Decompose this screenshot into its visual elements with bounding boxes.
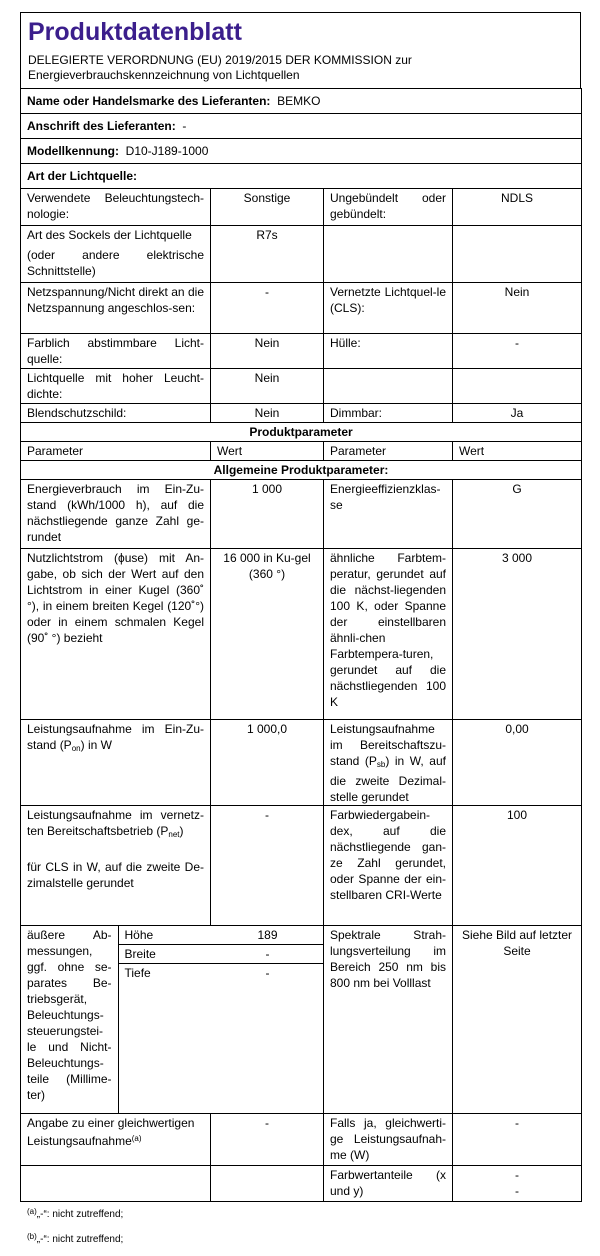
equivalent-footnote-mark: (a) [131,1134,142,1143]
spectral-value: Siehe Bild auf letzter Seite [453,926,582,1114]
power-on-text: Leistungsaufnahme im Ein-Zu-stand (P [27,722,204,752]
type-row-label2 [324,369,453,404]
footnote-mark: (b) [27,1232,37,1241]
equivalent-label [21,1114,211,1166]
type-row-label2: Vernetzte Lichtquel-le (CLS): [324,283,453,334]
type-row-value: Nein [211,404,324,423]
col-header-value: Wert [211,442,324,461]
chromaticity-label: Farbwertanteile (x und y) [324,1166,453,1202]
page-title: Produktdatenblatt [28,18,242,46]
dimensions-cell [21,926,324,1114]
efficiency-class-value: G [453,480,582,549]
type-row-value: - [211,283,324,334]
product-params-heading: Produktparameter [21,423,582,442]
type-row-label2: Hülle: [324,334,453,369]
flux-value: 16 000 in Ku-gel (360 °) [211,549,324,720]
chromaticity-value [453,1166,582,1202]
socket-label: Art des Sockels der Lichtquelle [27,228,192,242]
cct-value: 3 000 [453,549,582,720]
standby-power-value: 0,00 [453,720,582,806]
dimension-name: Breite [118,945,211,964]
dimensions-label: äußere Ab-messungen, ggf. ohne se-parates Be-triebsgerät, Beleuchtungs-steuerungstei-le und Nicht-Beleuchtungs-teile (Millime-ter) [21,926,118,1113]
spectral-label: Spektrale Strah-lungsverteilung im Bereich 250 nm bis 800 nm bei Volllast [324,926,453,1114]
type-row-label: Farblich abstimmbare Licht-quelle: [21,334,211,369]
standby-unit: ) in W, auf die zweite Dezimal-stelle gerundet [330,754,446,804]
data-table [20,88,582,1202]
dimension-spacer [118,982,211,1113]
supplier-value: BEMKO [277,94,321,108]
networked-text: Leistungsaufnahme im vernetz-ten Bereitschaftsbetrieb (P [27,808,204,838]
networked-label-note: für CLS in W, auf die zweite De-zimalstelle gerundet [27,860,204,890]
col-header-param2: Parameter [324,442,453,461]
type-row-label: Lichtquelle mit hoher Leucht-dichte: [21,369,211,404]
type-row-label2: Dimmbar: [324,404,453,423]
general-params-heading: Allgemeine Produktparameter: [21,461,582,480]
type-row-label2: Ungebündelt oder gebündelt: [324,189,453,226]
type-row-value: Nein [211,369,324,404]
standby-power-label [324,720,453,806]
type-row-value2: NDLS [453,189,582,226]
equivalent-power-label: Falls ja, gleichwerti-ge Leistungsaufnah-me (W) [324,1114,453,1166]
cct-label: ähnliche Farbtem-peratur, gerundet auf die nächst-liegenden 100 K, oder Spanne der einstellbaren ähnli-chen Farbtempera-turen, gerundet auf die nächstliegenden 100 K [324,549,453,720]
efficiency-class-label: Energieeffizienzklas-se [324,480,453,549]
type-row-label: Verwendete Beleuchtungstech-nologie: [21,189,211,226]
type-row-value: Nein [211,334,324,369]
supplier-row [21,89,582,114]
networked-standby-label [21,806,211,926]
type-row-value2 [453,369,582,404]
cri-label: Farbwiedergabein-dex, auf die nächstliegende gan-ze Zahl gerundet, oder Spanne der ein-stellbaren CRI-Werte [324,806,453,926]
cri-value: 100 [453,806,582,926]
header-box [20,12,581,88]
address-value: - [182,119,187,133]
dimension-spacer [211,982,324,1113]
chromaticity-y: - [515,1184,519,1198]
type-row-value2 [453,226,582,283]
model-value: D10-J189-1000 [125,144,209,158]
power-on-subscript: on [71,744,81,753]
standby-subscript: sb [376,760,386,769]
power-on-value: 1 000,0 [211,720,324,806]
power-on-label [21,720,211,806]
regulation-subtitle: DELEGIERTE VERORDNUNG (EU) 2019/2015 DER KOMMISSION zur Energieverbrauchskennzeichnung von Lichtquellen [28,53,412,82]
standby-text: Leistungsaufnahme im Bereitschaftszu-stand (P [330,722,446,768]
type-row-value2: Ja [453,404,582,423]
equivalent-text: Angabe zu einer gleichwertigen Leistungsaufnahme [27,1116,195,1148]
dimensions-table [21,926,324,1113]
energy-value: 1 000 [211,480,324,549]
empty-cell [21,1166,211,1202]
type-row-value: Sonstige [211,189,324,226]
empty-cell [211,1166,324,1202]
model-label: Modellkennung: [27,144,119,158]
energy-label: Energieverbrauch im Ein-Zu-stand (kWh/1000 h), auf die nächstliegende ganze Zahl ge-rundet [21,480,211,549]
equivalent-power-value: - [453,1114,582,1166]
footnote [27,1231,123,1246]
type-row-label: Netzspannung/Nicht direkt an die Netzspannung angeschlos-sen: [21,283,211,334]
col-header-value2: Wert [453,442,582,461]
socket-label-note: (oder andere elektrische Schnittstelle) [27,248,204,278]
supplier-label: Name oder Handelsmarke des Lieferanten: [27,94,271,108]
type-row-label [21,226,211,283]
address-label: Anschrift des Lieferanten: [27,119,176,133]
dimension-name: Höhe [118,926,211,945]
type-row-value: R7s [211,226,324,283]
footnote-text: „-“: nicht zutreffend; [36,1234,124,1245]
dimension-value: 189 [211,926,324,945]
dimension-value: - [211,945,324,964]
footnote-text: „-“: nicht zutreffend; [36,1209,124,1220]
dimension-value: - [265,966,270,980]
chromaticity-x: - [515,1168,519,1182]
product-data-sheet [20,12,581,1202]
footnote [27,1206,123,1221]
networked-subscript: net [168,830,180,839]
type-row-label: Blendschutzschild: [21,404,211,423]
light-source-type-heading: Art der Lichtquelle: [21,164,582,189]
footnote-mark: (a) [27,1207,37,1216]
footnotes [27,1206,123,1256]
dimension-name: Tiefe [124,966,151,980]
address-row [21,114,582,139]
flux-label: Nutzlichtstrom (ϕuse) mit An-gabe, ob sich der Wert auf den Lichtstrom in einer Kugel (360˚ °), in einem breiten Kegel (120˚°) oder in einem schmalen Kegel (90˚ °) bezieht [21,549,211,720]
type-row-label2 [324,226,453,283]
equivalent-value: - [211,1114,324,1166]
type-row-value2: - [453,334,582,369]
networked-standby-value: - [211,806,324,926]
networked-paren: ) [179,824,184,838]
model-row [21,139,582,164]
col-header-param: Parameter [21,442,211,461]
type-row-value2: Nein [453,283,582,334]
power-on-unit: ) in W [80,738,112,752]
